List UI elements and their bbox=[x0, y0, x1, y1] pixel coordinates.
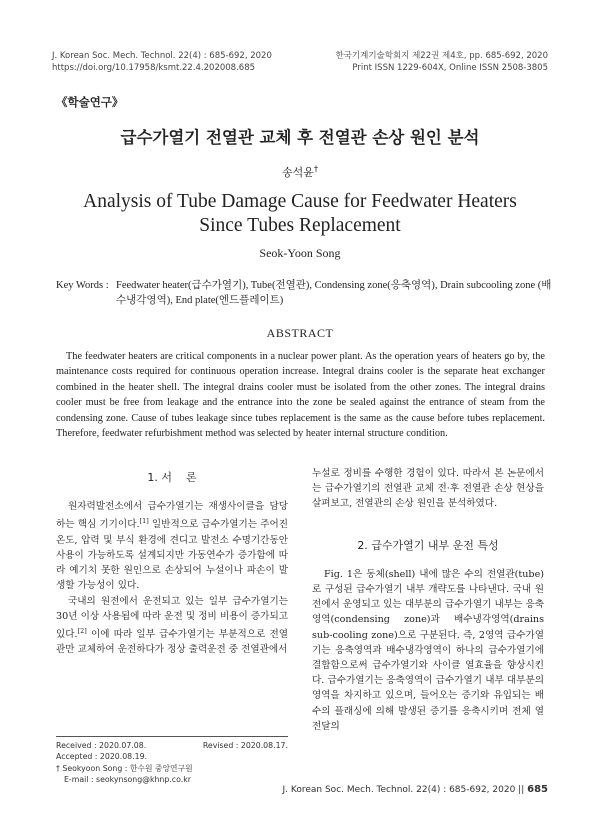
footnote-block bbox=[56, 736, 288, 786]
section1-paragraph2 bbox=[56, 594, 288, 658]
corresponding-mark: † bbox=[313, 164, 318, 174]
journal-citation: J. Korean Soc. Mech. Technol. 22(4) : 685-692, 2020 bbox=[52, 51, 272, 61]
received-date: Received : 2020.07.08. bbox=[56, 741, 147, 750]
abstract-title: ABSTRACT bbox=[266, 326, 334, 340]
section1-heading: 1. 서 론 bbox=[147, 471, 197, 484]
author-english: Seok-Yoon Song bbox=[259, 246, 341, 260]
title-english-line1: Analysis of Tube Damage Cause for Feedwater Heaters bbox=[83, 191, 517, 212]
section1-p2-text-b: 이에 따라 일부 급수가열기는 부분적으로 전열관만 교체하여 운전하다가 정상 출력운전 중 전열관에서 bbox=[56, 629, 288, 656]
running-header-left bbox=[52, 50, 272, 74]
right-column bbox=[312, 466, 544, 734]
title-english bbox=[0, 190, 600, 238]
revised-date: Revised : 2020.08.17. bbox=[202, 741, 288, 750]
section1-p1-text-b: 일반적으로 급수가열기는 주어진 온도, 압력 및 부식 환경에 견디고 발전소 수명기간동안 사용이 가능하도록 설계되지만 가동연수가 증가함에 따라 예기치 못한 원인으로 손상되어 누설이나 파손이 발생할 가능성이 있다. bbox=[56, 519, 288, 592]
section1-paragraph1 bbox=[56, 499, 288, 593]
accepted-date: Accepted : 2020.08.19. bbox=[56, 752, 148, 762]
author-korean bbox=[0, 164, 600, 180]
section1-continuation: 누설로 정비를 수행한 경험이 있다. 따라서 본 논문에서는 급수가열기의 전열관 교체 전·후 전열관 손상 현상을 살펴보고, 전열관의 손상 원인을 분석하였다. bbox=[312, 468, 544, 510]
reference-1[interactable]: [1] bbox=[139, 517, 149, 526]
left-column bbox=[56, 470, 288, 658]
journal-citation-ko: 한국기계기술학회지 제22권 제4호, pp. 685-692, 2020 bbox=[335, 51, 548, 61]
abstract-body bbox=[56, 349, 545, 441]
corresponding-author: † Seokyoon Song : 한수원 중앙연구원 bbox=[56, 763, 193, 773]
section-tag: 《학술연구》 bbox=[56, 95, 124, 109]
reference-2[interactable]: [2] bbox=[77, 627, 87, 636]
issn-line: Print ISSN 1229-604X, Online ISSN 2508-3805 bbox=[352, 63, 548, 73]
section2-paragraph1: Fig. 1은 동체(shell) 내에 많은 수의 전열관(tube)로 구성된 급수가열기 내부 개략도를 나타낸다. 국내 원전에서 운영되고 있는 대부분의 급수가열기 내부는 응축영역(condensing zone)과 배수냉각영역(drains sub-cooling zone)으로 구분된다. 즉, 2영역 급수가열기는 응축영역과 배수냉각영역이 하나의 급수가열기에 결합함으로써 급수가열기와 사이클 열효율을 향상시킨다. 급수가열기는 응축영역이 급수가열기 내부 대부분의 영역을 차지하고 있으며, 들어오는 증기와 유입되는 배수의 플래싱에 의해 발생된 증기를 응축시키며 전체 열전달의 bbox=[312, 568, 544, 732]
footer-journal: J. Korean Soc. Mech. Technol. 22(4) : 685-692, 2020 || bbox=[282, 785, 525, 795]
page-footer bbox=[283, 784, 548, 795]
keywords-text: Feedwater heater(급수가열기), Tube(전열관), Condensing zone(응축영역), Drain subcooling zone (배수냉각영역), End plate(엔드플레이트) bbox=[116, 280, 552, 306]
keywords-label: Key Words : bbox=[56, 280, 109, 291]
abstract-text: The feedwater heaters are critical components in a nuclear power plant. As the operation years of heaters go by, the maintenance costs required for continuous operation increase. Integral drains cooler is the separate heat exchanger combined in the heater shell. The integral drains cooler must be isolated from the other zones. The integral drains cooler must be free from leakage and the entrance into the zone be sealed against the entrance of steam from the condensing zone. Cause of tubes leakage since tubes replacement is the same as the cause before tubes replacement. Therefore, feedwater refurbishment method was selected by heater internal structure condition. bbox=[56, 351, 545, 440]
footnote-rule bbox=[56, 736, 288, 737]
section1-p2-text-a: 국내의 원전에서 운전되고 있는 일부 급수가열기는 30년 이상 사용됨에 따라 운전 및 정비 비용이 증가되고 있다. bbox=[56, 595, 288, 641]
title-korean: 급수가열기 전열관 교체 후 전열관 손상 원인 분석 bbox=[120, 128, 480, 147]
section2-heading: 2. 급수가열기 내부 운전 특성 bbox=[357, 538, 499, 552]
page-number: 685 bbox=[527, 784, 548, 795]
author-korean-name: 송석윤 bbox=[282, 166, 314, 179]
doi-link[interactable]: https://doi.org/10.17958/ksmt.22.4.202008.685 bbox=[52, 63, 256, 73]
date-row bbox=[56, 740, 288, 751]
author-email[interactable]: E-mail : seokynsong@khnp.co.kr bbox=[64, 775, 191, 785]
section1-p1-text-a: 원자력발전소에서 급수가열기는 재생사이클을 담당하는 핵심 기기이다. bbox=[56, 501, 288, 531]
keywords bbox=[56, 278, 556, 308]
title-english-line2: Since Tubes Replacement bbox=[199, 215, 401, 236]
running-header-right bbox=[335, 50, 548, 74]
